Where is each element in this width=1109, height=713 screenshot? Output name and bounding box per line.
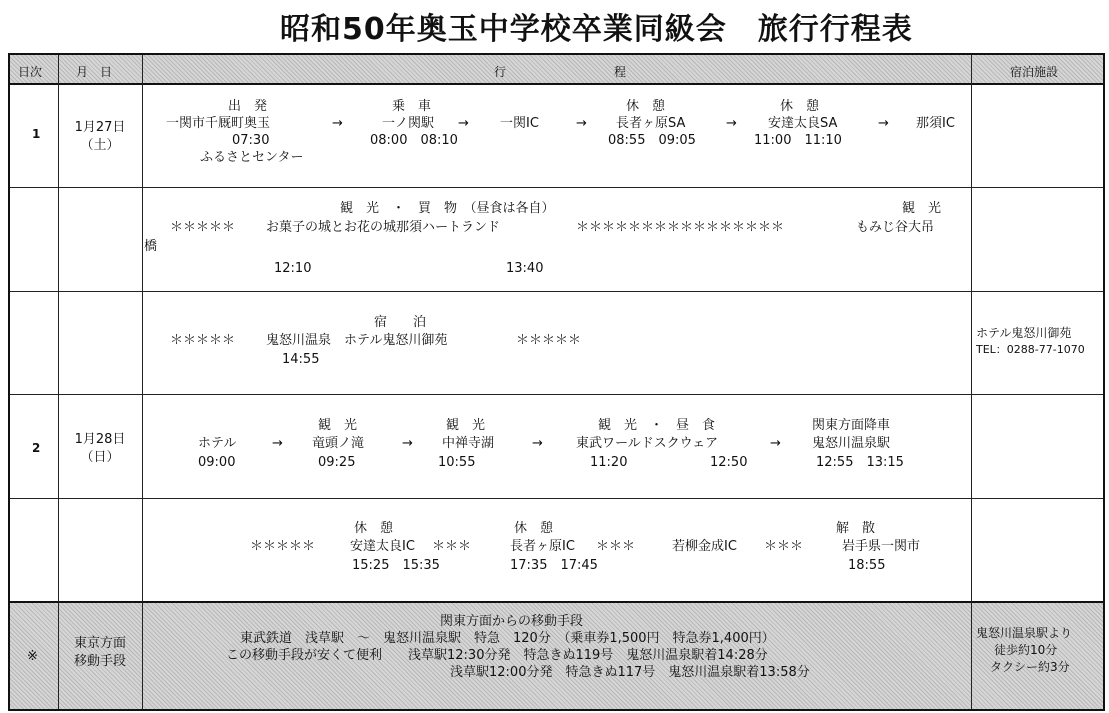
day1-date-line1: 1月27日 [74, 120, 126, 135]
label-rest: 休 憩 [354, 521, 394, 536]
page-title: 昭和50年奥玉中学校卒業同級会 旅行行程表 [280, 12, 913, 47]
header-divider [10, 83, 1103, 85]
label-board: 乗 車 [392, 99, 432, 114]
day2-date-line2: （日） [80, 450, 120, 465]
footer-mark: ※ [27, 649, 38, 664]
label-rest: 休 憩 [780, 99, 820, 114]
day1-number: 1 [32, 127, 41, 141]
time-arrival: 12:10 [274, 261, 312, 276]
label-sightseeing-shopping: 観 光 ・ 買 物 （昼食は各自） [340, 201, 555, 216]
ic-adatara: 安達太良IC [350, 539, 415, 554]
world-square-arrival: 11:20 [590, 455, 628, 470]
lake-chuzenji: 中禅寺湖 [442, 436, 495, 451]
footer-heading: 関東方面からの移動手段 [440, 614, 584, 629]
ic-adatara-time: 15:25 15:35 [352, 558, 440, 573]
arrow: → [878, 116, 889, 131]
end-time: 18:55 [848, 558, 886, 573]
footer-train-117: 浅草駅12:00分発 特急きぬ117号 鬼怒川温泉駅着13:58分 [450, 665, 810, 680]
lake-chuzenji-time: 10:55 [438, 455, 476, 470]
column-divider [58, 55, 59, 709]
footer-divider [10, 601, 1103, 603]
start-place: 一関市千厩町奥玉 [166, 116, 271, 131]
stars: ＊＊＊ [764, 539, 804, 554]
nasu-heartland: お菓子の城とお花の城那須ハートランド [266, 220, 501, 235]
arrow: → [458, 116, 469, 131]
day1-date-line2: （土） [80, 138, 120, 153]
ic-wakayanagi: 若柳金成IC [672, 539, 737, 554]
day2-number: 2 [32, 441, 41, 455]
label-rest: 休 憩 [626, 99, 666, 114]
hotel-time: 09:00 [198, 455, 236, 470]
ryuzu-falls-time: 09:25 [318, 455, 356, 470]
world-square-departure: 12:50 [710, 455, 748, 470]
row-divider [10, 394, 1103, 395]
momijidani-bridge: もみじ谷大吊 [856, 220, 935, 235]
label-rest: 休 憩 [514, 521, 554, 536]
header-itinerary-1: 行 [494, 65, 507, 79]
label-stay: 宿 泊 [374, 315, 427, 330]
momijidani-bridge-wrap: 橋 [144, 239, 158, 254]
arrow: → [532, 436, 543, 451]
time-departure: 13:40 [506, 261, 544, 276]
station: 一ノ関駅 [382, 116, 435, 131]
station-time: 12:55 13:15 [816, 455, 904, 470]
stars: ＊＊＊＊＊ [250, 539, 316, 554]
column-divider [142, 55, 143, 709]
footer-label-line2: 移動手段 [73, 654, 126, 669]
label-sightseeing: 観 光 [318, 418, 358, 433]
row-divider [10, 187, 1103, 188]
arrow: → [402, 436, 413, 451]
ic-ichinoseki: 一関IC [500, 116, 539, 131]
arrow: → [332, 116, 343, 131]
ic-chojagahara: 長者ヶ原IC [510, 539, 575, 554]
arrival-time: 14:55 [282, 352, 320, 367]
kinugawa-onsen-station: 鬼怒川温泉駅 [812, 436, 891, 451]
sa-chojagahara-time: 08:55 09:05 [608, 133, 696, 148]
arrow: → [770, 436, 781, 451]
row-divider [10, 291, 1103, 292]
label-sightseeing: 観 光 [902, 201, 942, 216]
header-day: 日次 [18, 65, 43, 79]
stars: ＊＊＊ [596, 539, 636, 554]
stars: ＊＊＊＊＊ [516, 333, 582, 348]
start-place-sub: ふるさとセンター [200, 150, 304, 165]
day2-date-line1: 1月28日 [74, 432, 126, 447]
iwate-ichinoseki: 岩手県一関市 [842, 539, 921, 554]
hotel: ホテル [198, 436, 237, 451]
lodging-phone: TEL：0288-77-1070 [976, 343, 1085, 356]
label-sightseeing-lunch: 観 光 ・ 昼 食 [598, 418, 716, 433]
header-row-background [10, 55, 1103, 83]
arrow: → [726, 116, 737, 131]
start-time: 07:30 [232, 133, 270, 148]
kinugawa-hotel: 鬼怒川温泉 ホテル鬼怒川御苑 [266, 333, 448, 348]
station-time: 08:00 08:10 [370, 133, 458, 148]
ic-nasu: 那須IC [916, 116, 955, 131]
stars: ＊＊＊ [432, 539, 472, 554]
stars: ＊＊＊＊＊ [170, 220, 236, 235]
arrow: → [272, 436, 283, 451]
footer-lodging-access-2: 徒歩約10分 [994, 643, 1058, 657]
sa-chojagahara: 長者ヶ原SA [616, 116, 686, 131]
header-itinerary-2: 程 [614, 65, 627, 79]
day1-date [60, 119, 140, 155]
header-lodging: 宿泊施設 [1010, 65, 1059, 79]
tobu-world-square: 東武ワールドスクウェア [576, 436, 719, 451]
label-sightseeing: 観 光 [446, 418, 486, 433]
footer-route: 東武鉄道 浅草駅 ～ 鬼怒川温泉駅 特急 120分 （乗車券1,500円 特急券1,400円） [240, 631, 775, 646]
footer-lodging-access-3: タクシー約3分 [990, 660, 1070, 674]
lodging-name: ホテル鬼怒川御苑 [976, 326, 1072, 340]
arrow: → [576, 116, 587, 131]
footer-lodging-access-1: 鬼怒川温泉駅より [976, 626, 1073, 640]
stars: ＊＊＊＊＊ [170, 333, 236, 348]
header-date: 月 日 [76, 65, 113, 79]
label-depart: 出 発 [228, 99, 268, 114]
itinerary-table [8, 53, 1105, 711]
row-divider [10, 498, 1103, 499]
label-kanto-dropoff: 関東方面降車 [812, 418, 891, 433]
ryuzu-falls: 竜頭ノ滝 [312, 436, 365, 451]
column-divider [971, 55, 972, 709]
day2-date [60, 431, 140, 467]
sa-adatara-time: 11:00 11:10 [754, 133, 842, 148]
stars: ＊＊＊＊＊＊＊＊＊＊＊＊＊＊＊＊ [576, 220, 785, 235]
footer-label [60, 635, 140, 671]
ic-chojagahara-time: 17:35 17:45 [510, 558, 598, 573]
footer-label-line1: 東京方面 [73, 636, 126, 651]
footer-train-119: この移動手段が安くて便利 浅草駅12:30分発 特急きぬ119号 鬼怒川温泉駅着14:28分 [226, 648, 768, 663]
label-dismiss: 解 散 [836, 521, 876, 536]
sa-adatara: 安達太良SA [768, 116, 838, 131]
